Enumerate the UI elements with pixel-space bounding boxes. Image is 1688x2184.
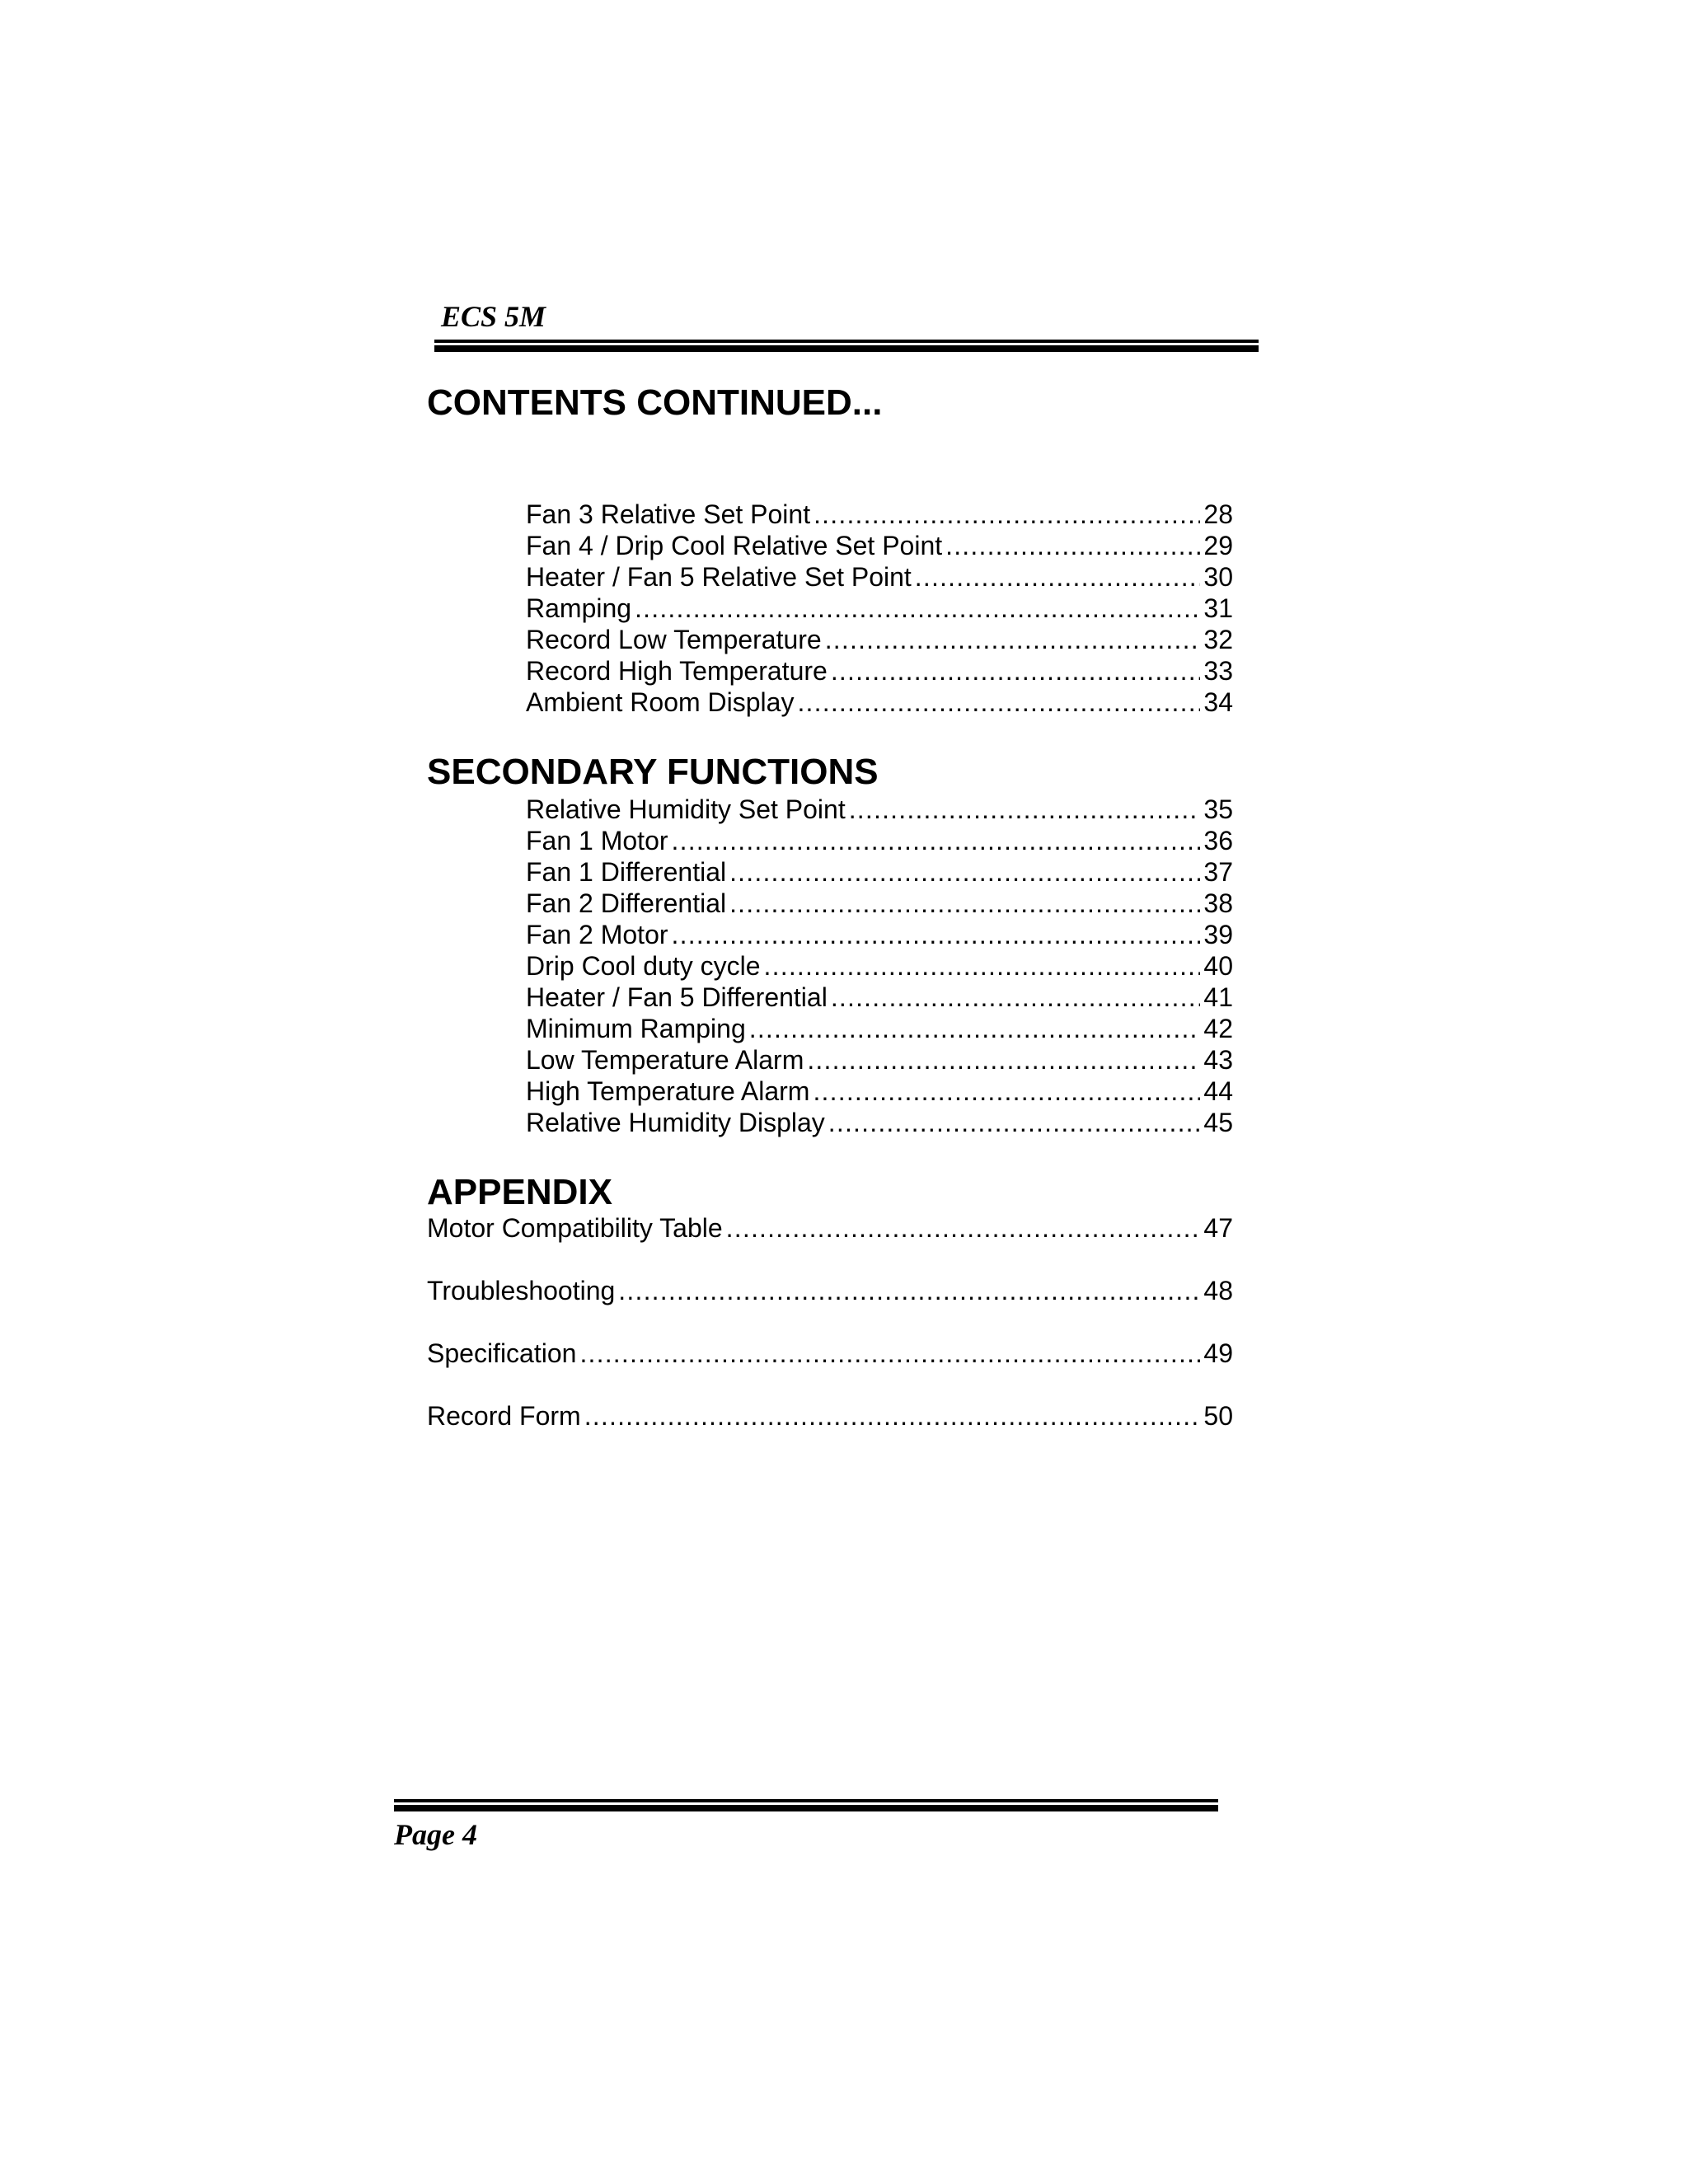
toc-entry (526, 1107, 1233, 1138)
toc-entry (526, 950, 1233, 982)
toc-entry-label: Record High Temperature (526, 656, 828, 686)
toc-entry (526, 825, 1233, 856)
toc-entry-page: 42 (1203, 1014, 1233, 1043)
toc-dot-leader (729, 888, 1200, 919)
toc-entry-label: Troubleshooting (427, 1276, 616, 1305)
toc-entry-page: 47 (1203, 1213, 1233, 1243)
toc-dot-leader (831, 982, 1201, 1013)
toc-entry-label: Fan 1 Motor (526, 826, 668, 855)
toc-entry (427, 1212, 1233, 1244)
toc-entry-label: Ambient Room Display (526, 687, 795, 717)
toc-entry-label: Drip Cool duty cycle (526, 951, 761, 981)
toc-entry-page: 43 (1203, 1045, 1233, 1075)
toc-entry-label: Minimum Ramping (526, 1014, 746, 1043)
toc-entry (526, 687, 1233, 718)
toc-entry-label: Record Low Temperature (526, 625, 822, 654)
toc-entry-label: Fan 2 Motor (526, 920, 668, 949)
header-title: ECS 5M (441, 300, 546, 333)
toc-dot-leader (618, 1275, 1200, 1306)
toc-entry (526, 919, 1233, 950)
toc-entry-page: 34 (1203, 687, 1233, 717)
toc-entry-page: 48 (1203, 1276, 1233, 1305)
toc-entry-page: 30 (1203, 562, 1233, 592)
toc-entry (526, 1076, 1233, 1107)
toc-dot-leader (813, 1076, 1200, 1107)
toc-entry-label: Fan 2 Differential (526, 888, 727, 918)
toc-entry (427, 1338, 1233, 1369)
toc-entry-page: 49 (1203, 1338, 1233, 1368)
toc-dot-leader (915, 561, 1201, 593)
toc-entry-page: 41 (1203, 982, 1233, 1012)
toc-entry (526, 561, 1233, 593)
toc-entry (526, 1044, 1233, 1076)
appendix-list (427, 1212, 1233, 1463)
toc-entry-page: 37 (1203, 857, 1233, 887)
toc-entry-page: 35 (1203, 794, 1233, 824)
toc-entry-label: Record Form (427, 1401, 581, 1431)
header-rule-thick (434, 345, 1259, 352)
header-rule-thin (434, 340, 1259, 343)
toc-dot-leader (825, 624, 1201, 655)
toc-entry-label: Relative Humidity Set Point (526, 794, 846, 824)
toc-entry-label: Fan 3 Relative Set Point (526, 499, 811, 529)
toc-dot-leader (672, 919, 1201, 950)
appendix-heading: APPENDIX (427, 1172, 612, 1212)
toc-dot-leader (831, 655, 1201, 687)
toc-dot-leader (579, 1338, 1200, 1369)
toc-dot-leader (849, 794, 1201, 825)
toc-dot-leader (807, 1044, 1200, 1076)
toc-entry-label: Relative Humidity Display (526, 1108, 825, 1137)
secondary-functions-list (526, 794, 1233, 1138)
toc-entry (526, 982, 1233, 1013)
toc-entry-page: 44 (1203, 1076, 1233, 1106)
toc-entry (526, 856, 1233, 888)
toc-entry-label: Ramping (526, 593, 632, 623)
toc-entry-label: Specification (427, 1338, 577, 1368)
footer-rule-thick (394, 1805, 1218, 1811)
toc-entry (526, 624, 1233, 655)
toc-entry-page: 31 (1203, 593, 1233, 623)
toc-entry (526, 794, 1233, 825)
toc-dot-leader (635, 593, 1200, 624)
toc-dot-leader (764, 950, 1201, 982)
toc-dot-leader (814, 499, 1200, 530)
toc-entry (526, 1013, 1233, 1044)
toc-entry (526, 888, 1233, 919)
toc-dot-leader (797, 687, 1200, 718)
toc-entry-page: 36 (1203, 826, 1233, 855)
toc-dot-leader (584, 1400, 1201, 1432)
toc-entry-label: High Temperature Alarm (526, 1076, 810, 1106)
toc-dot-leader (729, 856, 1200, 888)
toc-entry (427, 1275, 1233, 1306)
toc-entry-page: 33 (1203, 656, 1233, 686)
toc-dot-leader (672, 825, 1201, 856)
toc-entry (526, 593, 1233, 624)
toc-dot-leader (828, 1107, 1201, 1138)
toc-entry-page: 32 (1203, 625, 1233, 654)
toc-entry-page: 29 (1203, 531, 1233, 560)
toc-entry-page: 45 (1203, 1108, 1233, 1137)
footer-page-label: Page 4 (394, 1818, 477, 1851)
toc-entry (427, 1400, 1233, 1432)
toc-entry-label: Motor Compatibility Table (427, 1213, 723, 1243)
toc-entry (526, 655, 1233, 687)
toc-entry-label: Fan 4 / Drip Cool Relative Set Point (526, 531, 943, 560)
toc-entry (526, 499, 1233, 530)
toc-entry-label: Fan 1 Differential (526, 857, 727, 887)
contents-continued-list (526, 499, 1233, 718)
toc-dot-leader (726, 1212, 1201, 1244)
toc-entry-label: Heater / Fan 5 Relative Set Point (526, 562, 912, 592)
toc-entry (526, 530, 1233, 561)
secondary-functions-heading: SECONDARY FUNCTIONS (427, 752, 879, 792)
toc-dot-leader (945, 530, 1200, 561)
toc-entry-page: 38 (1203, 888, 1233, 918)
toc-entry-page: 50 (1203, 1401, 1233, 1431)
footer-rule-thin (394, 1799, 1218, 1802)
toc-entry-label: Low Temperature Alarm (526, 1045, 804, 1075)
contents-continued-heading: CONTENTS CONTINUED... (427, 382, 883, 423)
toc-entry-page: 40 (1203, 951, 1233, 981)
toc-entry-label: Heater / Fan 5 Differential (526, 982, 828, 1012)
toc-entry-page: 28 (1203, 499, 1233, 529)
toc-entry-page: 39 (1203, 920, 1233, 949)
toc-dot-leader (749, 1013, 1201, 1044)
